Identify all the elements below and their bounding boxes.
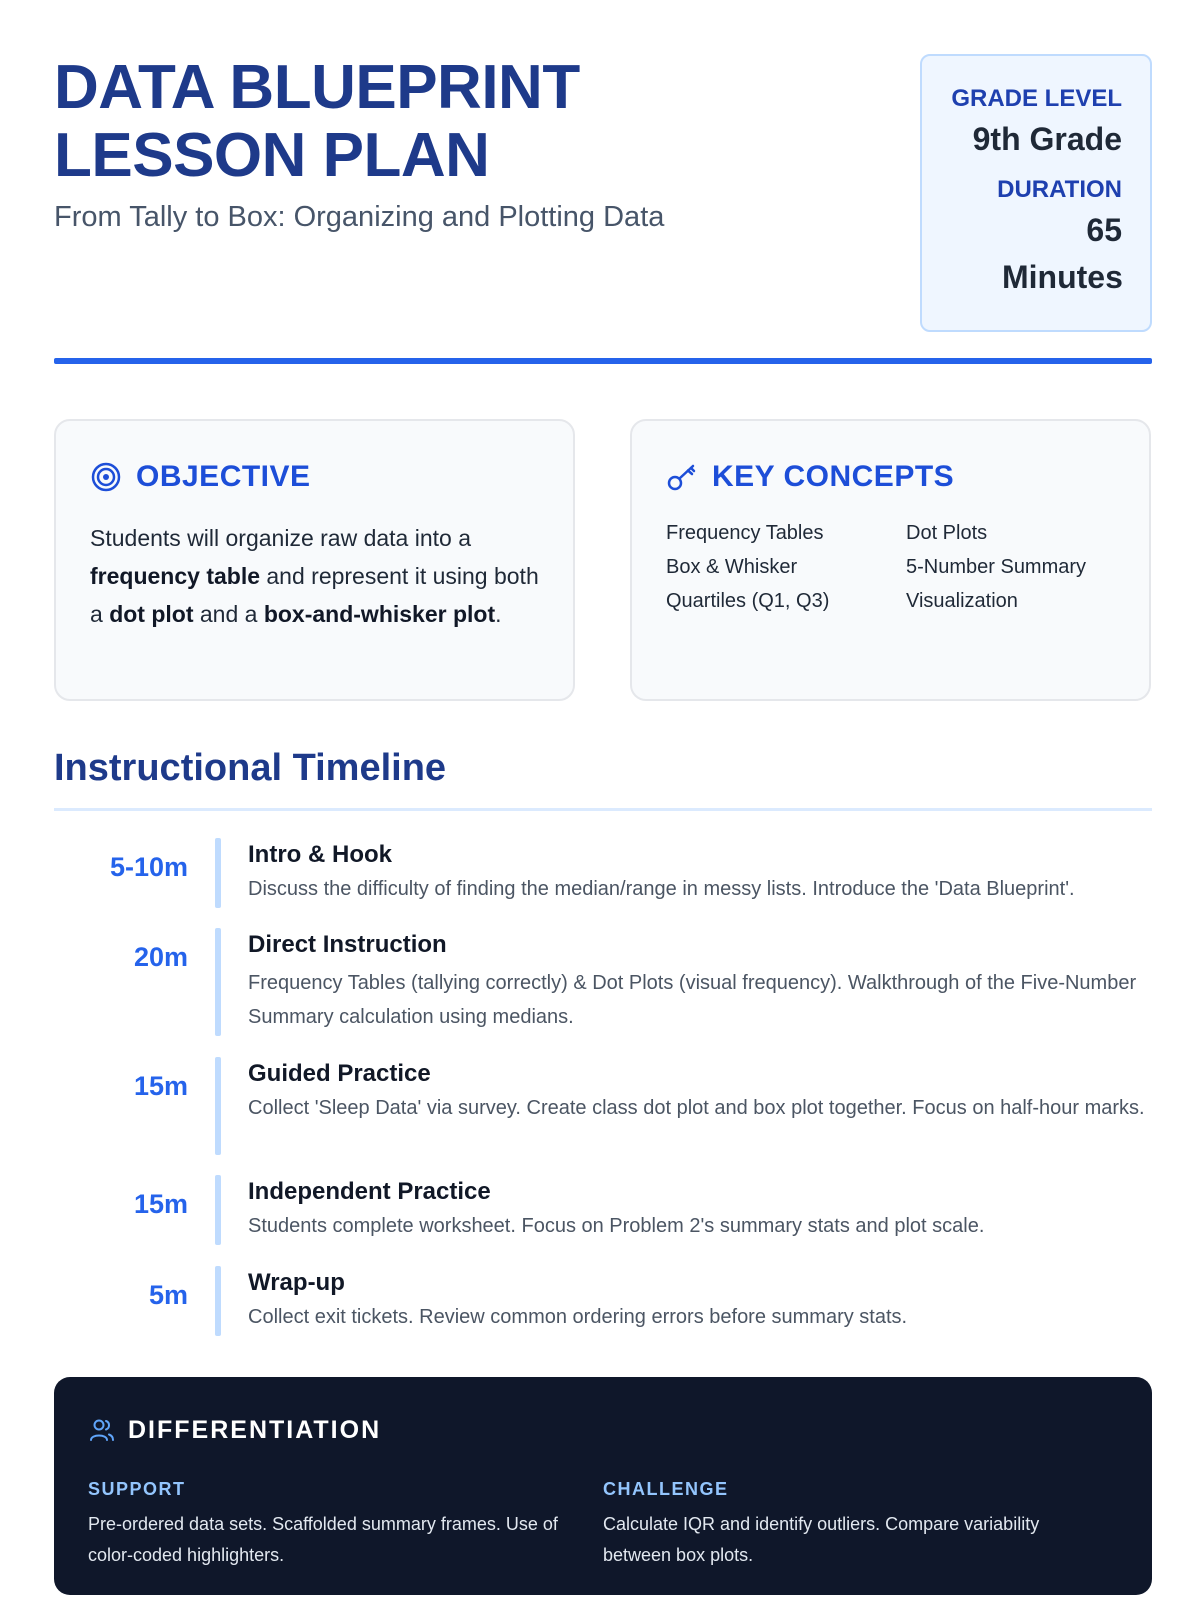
header-divider <box>54 358 1152 364</box>
challenge-column <box>603 1477 1118 1571</box>
timeline-body <box>248 1059 1152 1121</box>
timeline-duration: 15m <box>133 1189 188 1219</box>
differentiation-header <box>88 1413 1118 1447</box>
timeline-title: Instructional Timeline <box>54 747 447 789</box>
timeline-body <box>248 930 1152 1034</box>
timeline-duration: 5-10m <box>109 852 188 882</box>
objective-text-part: and represent it using both a <box>90 563 539 627</box>
concept-item: Visualization <box>906 590 1018 612</box>
timeline-duration: 5m <box>148 1280 188 1310</box>
objective-emphasis: frequency table <box>90 563 260 589</box>
timeline-item-title: Direct Instruction <box>248 931 447 958</box>
timeline-body <box>248 840 1152 902</box>
objective-text-part: Students will organize raw data into a <box>90 525 471 551</box>
support-column <box>88 1477 603 1571</box>
grade-level-label: GRADE LEVEL <box>951 85 1122 112</box>
concept-item: Dot Plots <box>906 522 988 544</box>
support-text: Pre-ordered data sets. Scaffolded summary frames. Use of color-coded highlighters. <box>88 1514 558 1565</box>
timeline-item <box>54 838 1152 908</box>
concept-item: Box & Whisker <box>666 556 798 578</box>
challenge-text: Calculate IQR and identify outliers. Compare variability between box plots. <box>603 1514 1040 1565</box>
timeline-item-title: Guided Practice <box>248 1060 431 1087</box>
differentiation-columns <box>88 1477 1118 1571</box>
grade-level-value: 9th Grade <box>972 121 1122 157</box>
timeline-item-desc: Collect 'Sleep Data' via survey. Create class dot plot and box plot together. Focus on half-hour marks. <box>248 1097 1145 1119</box>
key-concepts-title: KEY CONCEPTS <box>712 460 955 493</box>
objective-emphasis: box-and-whisker plot <box>263 601 496 627</box>
timeline-bar <box>215 838 221 908</box>
objective-text-part: and a <box>193 601 264 627</box>
lesson-plan-page <box>54 0 1152 1600</box>
header <box>54 54 1152 332</box>
timeline-divider <box>54 808 1152 811</box>
timeline-item-desc: Frequency Tables (tallying correctly) & Dot Plots (visual frequency). Walkthrough of the Five-Number Summary calculation using medians. <box>248 972 1137 1028</box>
objective-text <box>90 519 539 633</box>
timeline-body <box>248 1177 1152 1239</box>
timeline-item <box>54 1266 1152 1336</box>
timeline-body <box>248 1268 1152 1330</box>
timeline-duration: 20m <box>133 942 188 972</box>
target-icon <box>90 461 122 493</box>
key-icon <box>666 461 698 493</box>
timeline-duration: 15m <box>133 1071 188 1101</box>
timeline-item <box>54 1175 1152 1245</box>
timeline-item-desc: Collect exit tickets. Review common ordering errors before summary stats. <box>248 1306 908 1328</box>
timeline-item-desc: Discuss the difficulty of finding the median/range in messy lists. Introduce the 'Data Blueprint'. <box>248 878 1075 900</box>
timeline-bar <box>215 928 221 1036</box>
concepts-list <box>666 519 1115 615</box>
timeline-item <box>54 928 1152 1036</box>
differentiation-title: DIFFERENTIATION <box>128 1415 382 1444</box>
support-label: SUPPORT <box>88 1479 186 1499</box>
objective-emphasis: dot plot <box>109 601 194 627</box>
objective-header <box>90 457 539 497</box>
timeline-item-title: Wrap-up <box>248 1269 345 1296</box>
duration-label: DURATION <box>997 176 1122 203</box>
key-concepts-card <box>630 419 1151 701</box>
timeline-bar <box>215 1057 221 1155</box>
key-concepts-header <box>666 457 1115 497</box>
duration-value: 65 Minutes <box>1002 212 1123 295</box>
timeline-item-title: Independent Practice <box>248 1178 491 1205</box>
concept-item: Quartiles (Q1, Q3) <box>666 590 830 612</box>
objective-text-part: . <box>495 601 502 627</box>
lesson-meta-box <box>920 54 1152 332</box>
objective-card <box>54 419 575 701</box>
timeline-item-desc: Students complete worksheet. Focus on Problem 2's summary stats and plot scale. <box>248 1215 985 1237</box>
page-subtitle: From Tally to Box: Organizing and Plotting Data <box>54 201 665 233</box>
challenge-label: CHALLENGE <box>603 1479 729 1499</box>
differentiation-panel <box>54 1377 1152 1595</box>
timeline-item <box>54 1057 1152 1155</box>
users-icon <box>88 1416 116 1444</box>
concept-item: Frequency Tables <box>666 522 824 544</box>
page-title: DATA BLUEPRINT LESSON PLAN <box>54 53 580 190</box>
objective-title: OBJECTIVE <box>136 460 311 493</box>
concept-item: 5-Number Summary <box>906 556 1087 578</box>
timeline-bar <box>215 1266 221 1336</box>
timeline-bar <box>215 1175 221 1245</box>
timeline-item-title: Intro & Hook <box>248 841 392 868</box>
